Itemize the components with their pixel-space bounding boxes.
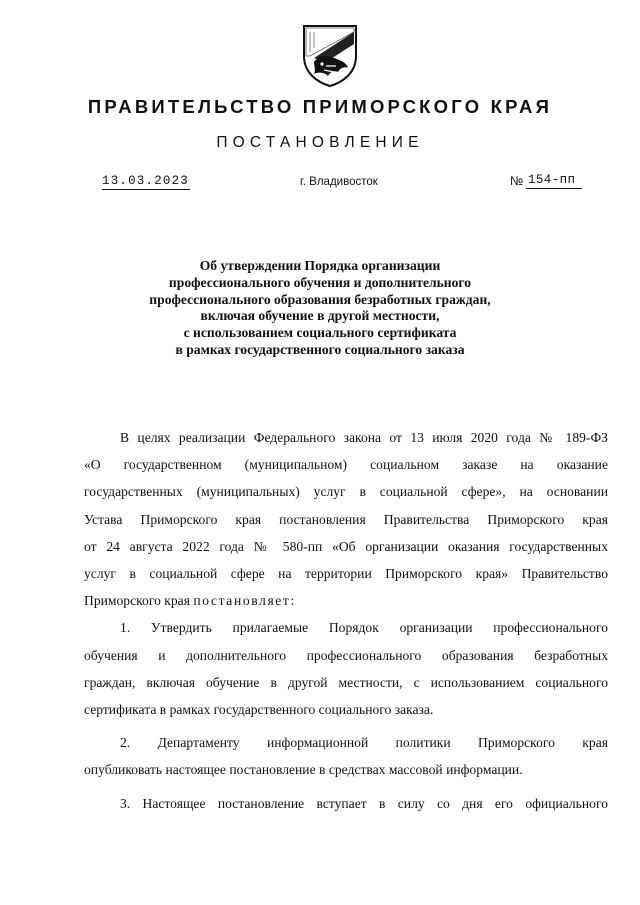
item-2-paragraph: [84, 729, 608, 783]
number-sign: №: [510, 174, 524, 188]
document-type: ПОСТАНОВЛЕНИЕ: [216, 134, 424, 151]
subject-line: включая обучение в другой местности,: [200, 308, 440, 324]
body-line: 1. Утвердить прилагаемые Порядок организации профессионального: [120, 620, 608, 636]
document-number: 154-пп: [526, 172, 582, 189]
coat-of-arms-icon: [300, 22, 360, 88]
subject-line: профессионального образования безработных граждан,: [149, 291, 491, 307]
body-line: услуг в социальной сфере на территории Приморского края» Правительство: [84, 566, 608, 582]
body-line: граждан, включая обучение в другой местности, с использованием социального: [84, 674, 608, 690]
subject-line: в рамках государственного социального заказа: [175, 341, 465, 357]
body-line: 3. Настоящее постановление вступает в силу со дня его официального: [120, 795, 608, 811]
body-line: В целях реализации Федерального закона от 13 июля 2020 года № 189-ФЗ: [120, 430, 608, 445]
body-line-text: Приморского края: [84, 593, 194, 609]
body-line: обучения и дополнительного профессионального образования безработных: [84, 647, 608, 663]
body-line: [84, 587, 608, 614]
subject-line: с использованием социального сертификата: [183, 325, 457, 341]
preamble-paragraph: [84, 424, 608, 614]
body-line: «О государственном (муниципальном) социальном заказе на оказание: [84, 457, 608, 473]
subject-line: Об утверждении Порядка организации: [199, 258, 441, 273]
item-1-paragraph: [84, 614, 608, 723]
subject-line: профессионального обучения и дополнительного: [168, 274, 472, 290]
document-date: 13.03.2023: [102, 174, 190, 188]
body-line: государственных (муниципальных) услуг в социальной сфере», на основании: [84, 484, 608, 500]
item-3-paragraph: [84, 790, 608, 817]
government-title: ПРАВИТЕЛЬСТВО ПРИМОРСКОГО КРАЯ: [87, 96, 553, 117]
document-body: [84, 424, 608, 817]
body-line: от 24 августа 2022 года № 580-пп «Об организации оказания государственных: [84, 538, 608, 554]
document-city: г. Владивосток: [300, 176, 378, 188]
body-line: Устава Приморского края постановления Правительства Приморского края: [84, 511, 608, 527]
body-line: 2. Департаменту информационной политики Приморского края: [120, 735, 608, 751]
body-line: опубликовать настоящее постановление в средствах массовой информации.: [84, 762, 523, 778]
document-subject: [96, 258, 544, 359]
resolves-word: постановляет:: [193, 593, 296, 609]
body-line: сертификата в рамках государственного социального заказа.: [84, 702, 434, 718]
